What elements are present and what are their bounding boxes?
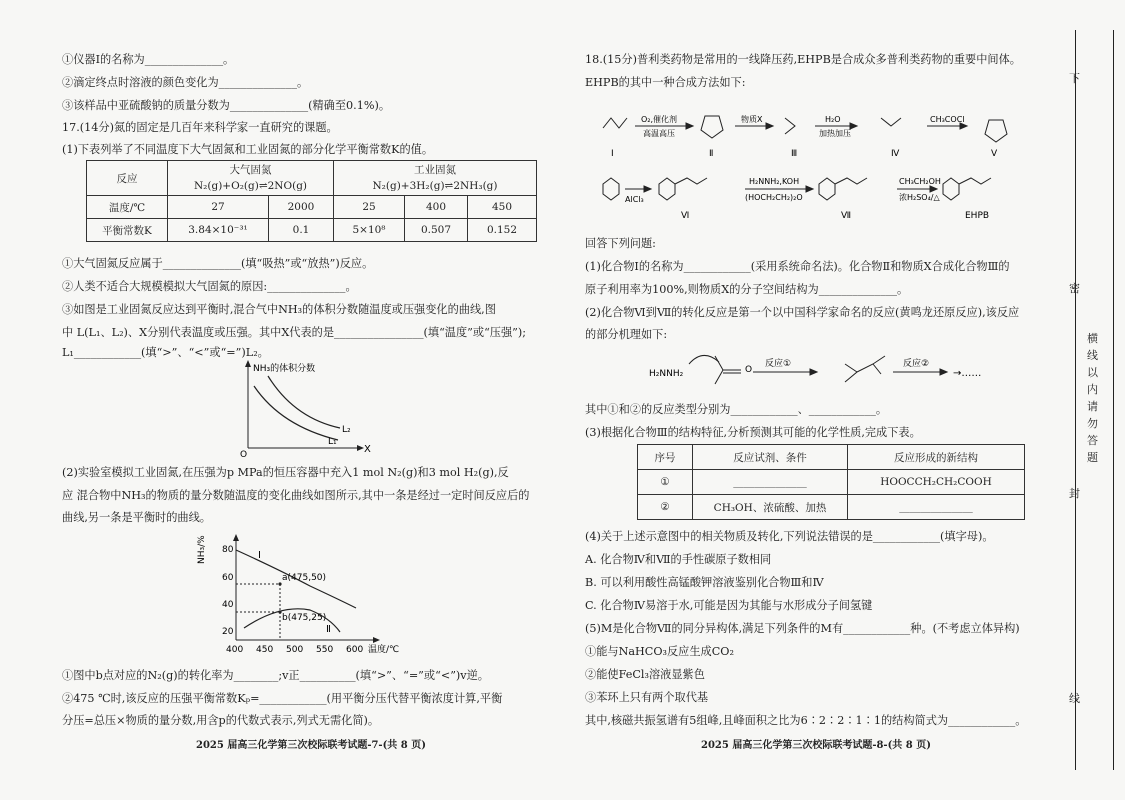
graph2-xlabel: 温度/℃: [368, 645, 400, 655]
compound-vi-ring: [659, 178, 675, 200]
q18-option-c: C. 化合物Ⅳ易溶于水,可能是因为其能与水形成分子间氢键: [585, 599, 873, 612]
properties-table: [637, 444, 1025, 520]
margin-char: 封: [1069, 487, 1080, 500]
table-eq-ind: N₂(g)+3H₂(g)⇌2NH₃(g): [334, 177, 537, 196]
graph1-l2: L₂: [342, 425, 351, 435]
mechanism-step-1: 反应①: [765, 359, 792, 369]
compound-vi-chain: [675, 178, 707, 184]
q18-part3: (3)根据化合物Ⅲ的结构特征,分析预测其可能的化学性质,完成下表。: [585, 426, 921, 439]
table-temp: 2000: [269, 196, 334, 219]
q17-line-c: ③如图是工业固氮反应达到平衡时,混合气中NH₃的体积分数随温度或压强变化的曲线,图: [62, 303, 496, 316]
anhydride-structure: [701, 116, 723, 138]
q17-title: 17.(14分)氮的固定是几百年来科学家一直研究的课题。: [62, 121, 338, 134]
table-header-k: 平衡常数K: [87, 219, 168, 242]
q17-2-line-1: (2)实验室模拟工业固氮,在压强为p MPa的恒压容器中充入1 mol N₂(g)和3 mol H₂(g),反: [62, 466, 509, 479]
graph2-point-a: a(475,50): [282, 573, 327, 583]
mechanism-step-2: 反应②: [903, 359, 930, 369]
label-compound-6: Ⅵ: [681, 211, 690, 221]
q18-part5: (5)M是化合物Ⅶ的同分异构体,满足下列条件的M有____________种。(不考虑立体异构): [585, 622, 1020, 635]
label-ehpb: EHPB: [965, 211, 990, 221]
reagent-2: 物质X: [741, 115, 763, 124]
maleic-acid-structure: [785, 118, 795, 134]
q16-line-2: ②滴定终点时溶液的颜色变化为______________。: [62, 76, 309, 89]
reagent-4: CH₃COCl: [930, 115, 965, 124]
table-cell: HOOCCH₂CH₂COOH: [848, 470, 1025, 495]
ehpb-ring: [943, 178, 959, 200]
graph2-label-i: Ⅰ: [258, 550, 261, 561]
table-group-atm: 大气固氮: [168, 161, 334, 178]
q17-line-d: 中 L(L₁、L₂)、X分别代表温度或压强。其中X代表的是________________(填“温度”或“压强”);: [62, 326, 527, 339]
q17-end-3: 分压=总压×物质的量分数,用含p的代数式表示,列式无需化简)。: [62, 714, 380, 727]
curve-l2: [268, 376, 340, 428]
table-k: 0.1: [269, 219, 334, 242]
graph1-xlabel: X: [364, 444, 371, 455]
graph2-label-ii: Ⅱ: [326, 624, 331, 635]
compound-vii-ring: [819, 178, 835, 200]
q17-2-line-2: 应 混合物中NH₃的物质的量分数随温度的变化曲线如图所示,其中一条是经过一定时间反应后的: [62, 489, 530, 502]
q18-line-2: (1)化合物Ⅰ的名称为____________(采用系统命名法)。化合物Ⅱ和物质X合成化合物Ⅲ的: [585, 260, 1010, 273]
x-tick: 450: [256, 645, 274, 655]
graph2-y-ticks: [222, 545, 234, 637]
x-tick: 500: [286, 645, 304, 655]
mechanism-reagent: H₂NNH₂: [649, 369, 684, 379]
carbonyl-o: O: [745, 365, 753, 375]
acetyl-anhydride-structure: [985, 120, 1007, 142]
q18-cond-1: ①能与NaHCO₃反应生成CO₂: [585, 645, 734, 658]
reagent-1b: 高温高压: [643, 129, 675, 138]
intermediate-structure: [845, 356, 885, 382]
x-tick: 550: [316, 645, 334, 655]
q18-line-3: 原子利用率为100%,则物质X的分子空间结构为______________。: [585, 283, 909, 296]
table-eq-atm: N₂(g)+O₂(g)⇌2NO(g): [168, 177, 334, 196]
butadiene-structure: [603, 118, 627, 128]
reagent-6b: (HOCH₂CH₂)₂O: [745, 193, 803, 202]
q18-line-4: (2)化合物Ⅵ到Ⅶ的转化反应是第一个以中国科学家命名的反应(黄鸣龙还原反应),该反应: [585, 306, 1020, 319]
reagent-3: H₂O: [825, 115, 841, 124]
table-cell: ______________: [848, 495, 1025, 520]
q18-line-5: 的部分机理如下:: [585, 328, 668, 341]
label-compound-4: Ⅳ: [891, 149, 900, 159]
left-page: [0, 0, 560, 800]
binding-margin: [1065, 0, 1125, 800]
right-page: [565, 0, 1065, 800]
table-cell: ②: [638, 495, 693, 520]
equilibrium-table: [86, 160, 537, 242]
y-tick: 80: [222, 545, 234, 555]
table-k: 0.152: [468, 219, 537, 242]
q17-line-e: L₁____________(填“>”、“<”或“=”)L₂。: [62, 346, 269, 359]
notice-char: 答: [1087, 434, 1098, 447]
table-cell: ______________: [693, 470, 848, 495]
q18-mech-q: 其中①和②的反应类型分别为____________、____________。: [585, 403, 888, 416]
table-temp: 27: [168, 196, 269, 219]
benzene-structure: [603, 178, 619, 200]
table-header: 反应试剂、条件: [693, 445, 848, 470]
table-group-ind: 工业固氮: [334, 161, 537, 178]
q16-line-3: ③该样品中亚硫酸钠的质量分数为______________(精确至0.1%)。: [62, 99, 391, 112]
y-tick: 40: [222, 600, 234, 610]
reagent-6: H₂NNH₂,KOH: [749, 177, 800, 186]
q18-line-1: 回答下列问题:: [585, 237, 656, 250]
table-temp: 400: [405, 196, 468, 219]
q18-nmr: 其中,核磁共振氢谱有5组峰,且峰面积之比为6∶2∶2∶1∶1的结构简式为____________。: [585, 714, 1027, 727]
table-k: 0.507: [405, 219, 468, 242]
table-k: 5×10⁸: [334, 219, 405, 242]
label-compound-7: Ⅶ: [841, 211, 852, 221]
compound-vii-chain: [835, 178, 867, 184]
graph-nh3-fraction: [236, 358, 376, 458]
mechanism-diagram: [649, 342, 989, 398]
reagent-5: AlCl₃: [625, 195, 644, 204]
x-tick: 400: [226, 645, 244, 655]
notice-char: 以: [1087, 366, 1098, 379]
notice-char: 内: [1087, 383, 1098, 396]
curve-l1: [254, 386, 338, 440]
table-temp: 25: [334, 196, 405, 219]
q16-line-1: ①仪器Ⅰ的名称为______________。: [62, 53, 235, 66]
synthesis-scheme: [585, 94, 1065, 229]
graph1-l1: L₁: [328, 437, 337, 447]
margin-char: 线: [1069, 692, 1080, 705]
q18-cond-2: ②能使FeCl₃溶液显紫色: [585, 668, 705, 681]
y-tick: 20: [222, 627, 234, 637]
label-compound-1: Ⅰ: [611, 149, 614, 159]
footer-page-7: 2025 届高三化学第三次校际联考试题-7-(共 8 页): [196, 740, 426, 751]
q18-option-a: A. 化合物Ⅳ和Ⅶ的手性碳原子数相同: [585, 553, 772, 566]
q17-line-a: ①大气固氮反应属于______________(填“吸热”或“放热”)反应。: [62, 257, 374, 270]
notice-char: 请: [1087, 400, 1098, 413]
malic-acid-structure: [881, 118, 901, 126]
table-cell: ①: [638, 470, 693, 495]
label-compound-2: Ⅱ: [709, 149, 714, 159]
table-temp: 450: [468, 196, 537, 219]
reagent-1: O₂,催化剂: [641, 115, 678, 124]
y-tick: 60: [222, 573, 234, 583]
mechanism-ellipsis: →……: [953, 368, 982, 379]
x-tick: 600: [346, 645, 364, 655]
q18-line-6: (4)关于上述示意图中的相关物质及转化,下列说法错误的是____________(填字母)。: [585, 530, 994, 543]
graph1-origin: O: [240, 450, 248, 460]
graph2-point-b: b(475,25): [282, 613, 327, 623]
q17-end-1: ①图中b点对应的N₂(g)的转化率为________;v正__________(填“>”、“=”或“<”)v逆。: [62, 669, 489, 682]
reagent-7b: 浓H₂SO₄/△: [899, 193, 940, 202]
footer-page-8: 2025 届高三化学第三次校际联考试题-8-(共 8 页): [701, 740, 931, 751]
margin-char: 下: [1069, 72, 1080, 85]
table-header: 序号: [638, 445, 693, 470]
q17-line-b: ②人类不适合大规模模拟大气固氮的原因:______________。: [62, 280, 357, 293]
table-header: 反应形成的新结构: [848, 445, 1025, 470]
notice-char: 线: [1087, 349, 1098, 362]
margin-notice: [1087, 330, 1103, 466]
label-compound-3: Ⅲ: [791, 149, 798, 159]
table-header-reaction: 反应: [87, 161, 168, 196]
reagent-3b: 加热加压: [819, 129, 851, 138]
margin-char: 密: [1069, 282, 1080, 295]
notice-char: 勿: [1087, 417, 1098, 430]
graph-nh3-temperature: [197, 528, 400, 660]
q18-cond-3: ③苯环上只有两个取代基: [585, 691, 709, 704]
table-cell: CH₃OH、浓硫酸、加热: [693, 495, 848, 520]
q17-part1: (1)下表列举了不同温度下大气固氮和工业固氮的部分化学平衡常数K的值。: [62, 143, 434, 156]
q17-2-line-3: 曲线,另一条是平衡时的曲线。: [62, 511, 211, 524]
q17-end-2: ②475 ℃时,该反应的压强平衡常数Kₚ=____________(用平衡分压代替平衡浓度计算,平衡: [62, 692, 503, 705]
notice-char: 横: [1087, 332, 1098, 345]
table-k: 3.84×10⁻³¹: [168, 219, 269, 242]
graph2-x-ticks: [226, 645, 363, 655]
graph1-ylabel: NH₃的体积分数: [253, 364, 316, 374]
q18-intro-2: EHPB的其中一种合成方法如下:: [585, 76, 746, 89]
q18-intro-1: 18.(15分)普利类药物是常用的一线降压药,EHPB是合成众多普利类药物的重要中间体。: [585, 53, 1021, 66]
table-header-temp: 温度/℃: [87, 196, 168, 219]
q18-option-b: B. 可以利用酸性高锰酸钾溶液鉴别化合物Ⅲ和Ⅳ: [585, 576, 824, 589]
reagent-7: CH₃CH₂OH: [899, 177, 941, 186]
ehpb-chain: [959, 178, 991, 184]
notice-char: 题: [1087, 451, 1098, 464]
graph2-ylabel: NH₃/%: [197, 535, 207, 564]
label-compound-5: Ⅴ: [991, 149, 998, 159]
